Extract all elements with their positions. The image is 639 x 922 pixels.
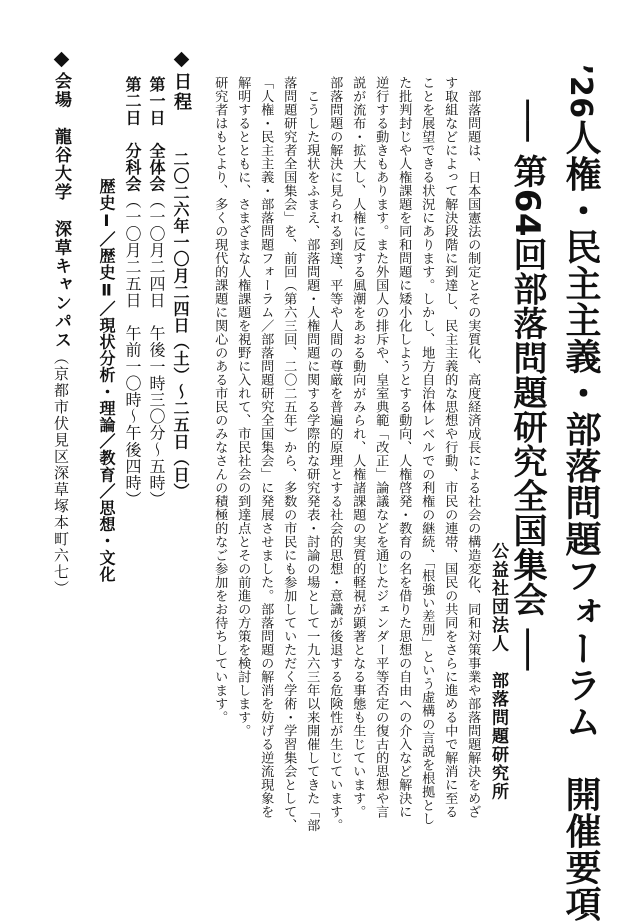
body-line: 部落問題は、日本国憲法の制定とその実質化、高度経済成長による社会の構造変化、同和対策事業や部落問題解決をめざ [465,76,481,819]
venue-row [52,52,69,597]
page-subtitle: ── 第64回部落問題研究全国集会 ── [507,100,547,671]
day2-label: 第二日 [123,76,142,126]
body-line: 部落問題の解決に見られる到達、平等や人間の尊厳を普遍的原理とする社会的思想・意識が後退する危険性が生じています。 [327,76,343,832]
organizer: 公益社団法人 部落問題研究所 [488,542,508,801]
schedule-day1 [148,76,164,508]
day2-time: （一〇月二五日 午前一〇時～午後四時） [123,192,142,508]
diamond-bullet-icon [173,52,189,68]
venue-name: 龍谷大学 深草キャンパス [51,127,71,350]
title-main: 人権・民主主義・部落問題フォーラム 開催要項 [560,118,601,922]
page-title [560,64,601,922]
venue-heading: 会場 [51,72,71,109]
body-line: 解明するとともに、さまざまな人権課題を視野に入れて、市民社会の到達点とその前進の方策を検討します。 [235,76,251,738]
body-line: す取組などによって解決段階に到達し、民主主義的な思想や行動、市民の連帯、国民の共同をさらに進める中で解消に至る [442,76,458,819]
body-line: た批判封じや人権課題を同和問題に矮小化しようとする動向、人権啓発・教育の名を借りた思想の自由への介入など解決に [396,76,412,819]
body-line: 研究者はもとより、多くの現代的課題に関心のある市民のみなさんの積極的なご参加をお待ちしています。 [212,76,228,724]
body-line: 逆行する動きもあります。また外国人の排斥や、皇室典範「改正」論議などを通じたジェンダー平等否定の復古的思想や言 [373,76,389,819]
title-year: ’26 [563,64,598,119]
body-line: こうした現状をふまえ、部落問題・人権問題に関する学際的な研究発表・討論の場として一九六三年以来開催してきた「部 [304,76,320,832]
schedule-heading: 日程 [171,72,192,112]
day2-event: 分科会 [123,142,142,193]
diamond-bullet-icon [53,52,69,68]
body-line: 説が流布・拡大し、人権に反する風潮をあおる動向がみられ、人権諸課題の実質的軽視が顕著となる事態も生じています。 [350,76,366,819]
venue-address: （京都市伏見区深草塚本町六七） [52,349,70,597]
schedule-sections: 歴史Ⅰ／歴史Ⅱ／現状分析・理論／教育／思想・文化 [97,178,116,583]
schedule-heading-row [172,52,190,112]
schedule-date: 二〇二六年一〇月二四日（土）～二五日（日） [171,151,190,500]
body-line: 「人権・民主主義・部落問題フォーラム／部落問題研究全国集会」に発展させました。部落問題の解消を妨げる逆流現象を [258,76,274,819]
day1-event: 全体会 [147,142,166,193]
body-line: ことを展望できる状況にあります。しかし、地方自治体レベルでの利権の継続、「根強い差別」という虚構の言説を根拠とし [419,76,435,826]
body-line: 落問題研究者全国集会」を、前回（第六三回、二〇二五年）から、多数の市民にも参加していただく学術・学習集会として、 [281,76,297,832]
day1-label: 第一日 [147,76,166,126]
schedule-day2 [124,76,140,508]
day1-time: （一〇月二四日 午後一時三〇分～五時） [147,192,166,508]
